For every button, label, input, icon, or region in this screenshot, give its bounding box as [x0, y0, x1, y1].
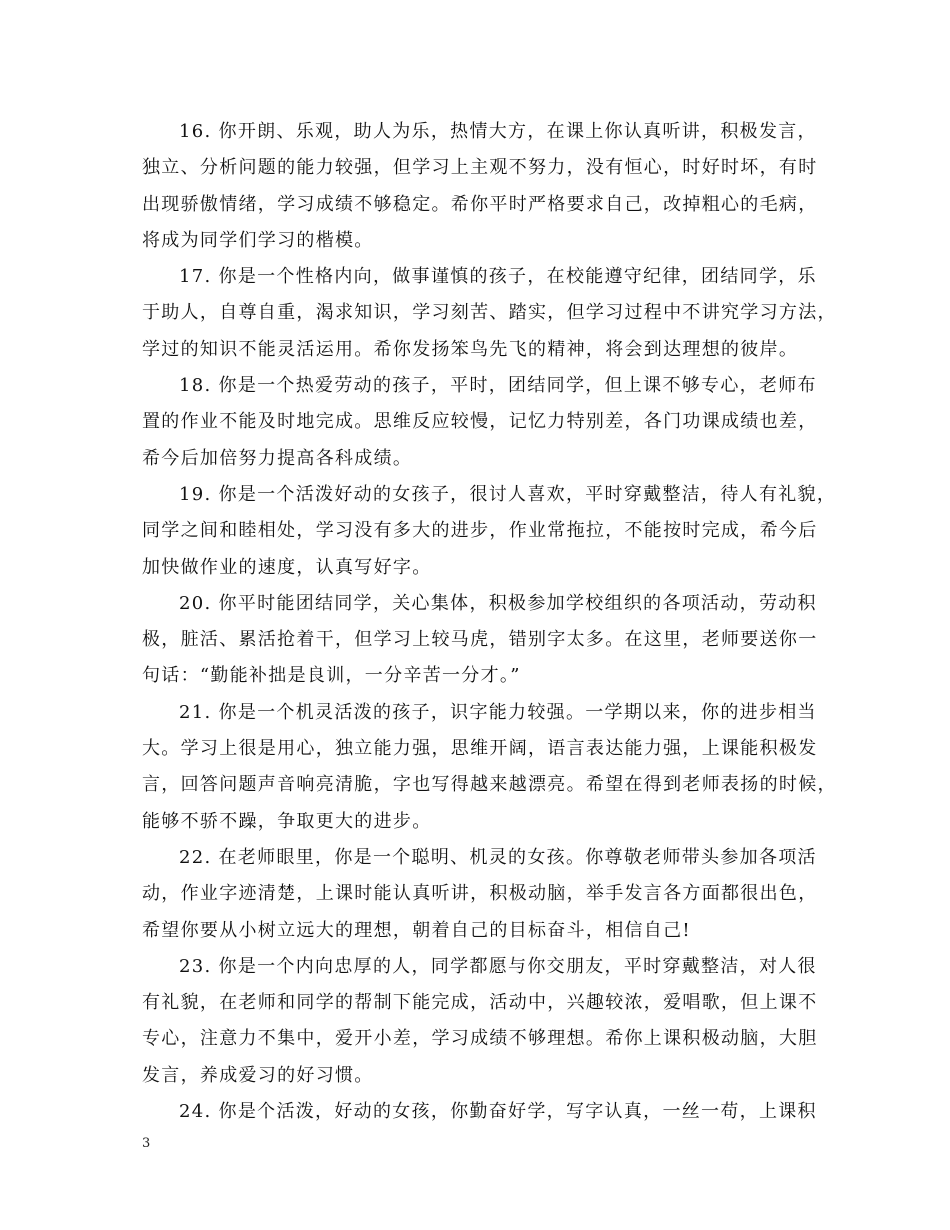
paragraph-line: 18. 你是一个热爱劳动的孩子，平时，团结同学，但上课不够专心，老师布	[179, 375, 817, 397]
paragraph-line: 能够不骄不躁，争取更大的进步。	[142, 810, 432, 832]
paragraph-line: 希望你要从小树立远大的理想，朝着自己的目标奋斗，相信自己!	[142, 919, 691, 941]
paragraph-line: 学过的知识不能灵活运用。希你发扬笨鸟先飞的精神，将会到达理想的彼岸。	[142, 338, 799, 360]
paragraph-23	[142, 949, 828, 1094]
paragraph-22	[142, 840, 828, 949]
paragraph-20	[142, 586, 828, 695]
paragraph-line: 句话：“勤能补拙是良训，一分辛苦一分才。”	[142, 665, 521, 687]
paragraph-line: 21. 你是一个机灵活泼的孩子，识字能力较强。一学期以来，你的进步相当	[179, 701, 817, 723]
paragraph-line: 19. 你是一个活泼好动的女孩子，很讨人喜欢，平时穿戴整洁，待人有礼貌，	[179, 483, 837, 505]
paragraph-line: 极，脏活、累活抢着干，但学习上较马虎，错别字太多。在这里，老师要送你一	[142, 629, 818, 651]
paragraph-16	[142, 114, 828, 259]
paragraph-line: 23. 你是一个内向忠厚的人，同学都愿与你交朋友，平时穿戴整洁，对人很	[179, 955, 817, 977]
paragraph-19	[142, 477, 837, 586]
paragraph-21	[142, 695, 837, 840]
paragraph-18	[142, 368, 828, 477]
paragraph-17	[142, 259, 837, 368]
page-number: 3	[142, 1136, 151, 1151]
paragraph-line: 发言，养成爱习的好习惯。	[142, 1064, 374, 1086]
paragraph-line: 将成为同学们学习的楷模。	[142, 229, 374, 251]
paragraph-line: 24. 你是个活泼，好动的女孩，你勤奋好学，写字认真，一丝一苟，上课积	[179, 1101, 817, 1123]
paragraph-line: 动，作业字迹清楚，上课时能认真听讲，积极动脑，举手发言各方面都很出色，	[142, 883, 818, 905]
paragraph-line: 于助人，自尊自重，渴求知识，学习刻苦、踏实，但学习过程中不讲究学习方法，	[142, 302, 837, 324]
paragraph-line: 有礼貌，在老师和同学的帮制下能完成，活动中，兴趣较浓，爱唱歌，但上课不	[142, 992, 818, 1014]
paragraph-line: 言，回答问题声音响亮清脆，字也写得越来越漂亮。希望在得到老师表扬的时候，	[142, 774, 837, 796]
paragraph-line: 希今后加倍努力提高各科成绩。	[142, 447, 413, 469]
paragraph-line: 17. 你是一个性格内向，做事谨慎的孩子，在校能遵守纪律，团结同学，乐	[179, 266, 817, 288]
paragraph-line: 独立、分析问题的能力较强，但学习上主观不努力，没有恒心，时好时坏，有时	[142, 157, 818, 179]
paragraph-line: 同学之间和睦相处，学习没有多大的进步，作业常拖拉，不能按时完成，希今后	[142, 520, 818, 542]
paragraph-line: 22. 在老师眼里，你是一个聪明、机灵的女孩。你尊敬老师带头参加各项活	[179, 846, 817, 868]
paragraph-line: 大。学习上很是用心，独立能力强，思维开阔，语言表达能力强，上课能积极发	[142, 738, 818, 760]
paragraph-line: 加快做作业的速度，认真写好字。	[142, 556, 432, 578]
paragraph-line: 置的作业不能及时地完成。思维反应较慢，记忆力特别差，各门功课成绩也差，	[142, 411, 818, 433]
paragraph-24	[142, 1094, 828, 1130]
body-text	[142, 114, 837, 1130]
paragraph-line: 20. 你平时能团结同学，关心集体，积极参加学校组织的各项活动，劳动积	[179, 592, 817, 614]
paragraph-line: 16. 你开朗、乐观，助人为乐，热情大方，在课上你认真听讲，积极发言，	[179, 121, 817, 142]
paragraph-line: 专心，注意力不集中，爱开小差，学习成绩不够理想。希你上课积极动脑，大胆	[142, 1028, 818, 1050]
paragraph-line: 出现骄傲情绪，学习成绩不够稳定。希你平时严格要求自己，改掉粗心的毛病，	[142, 193, 818, 215]
